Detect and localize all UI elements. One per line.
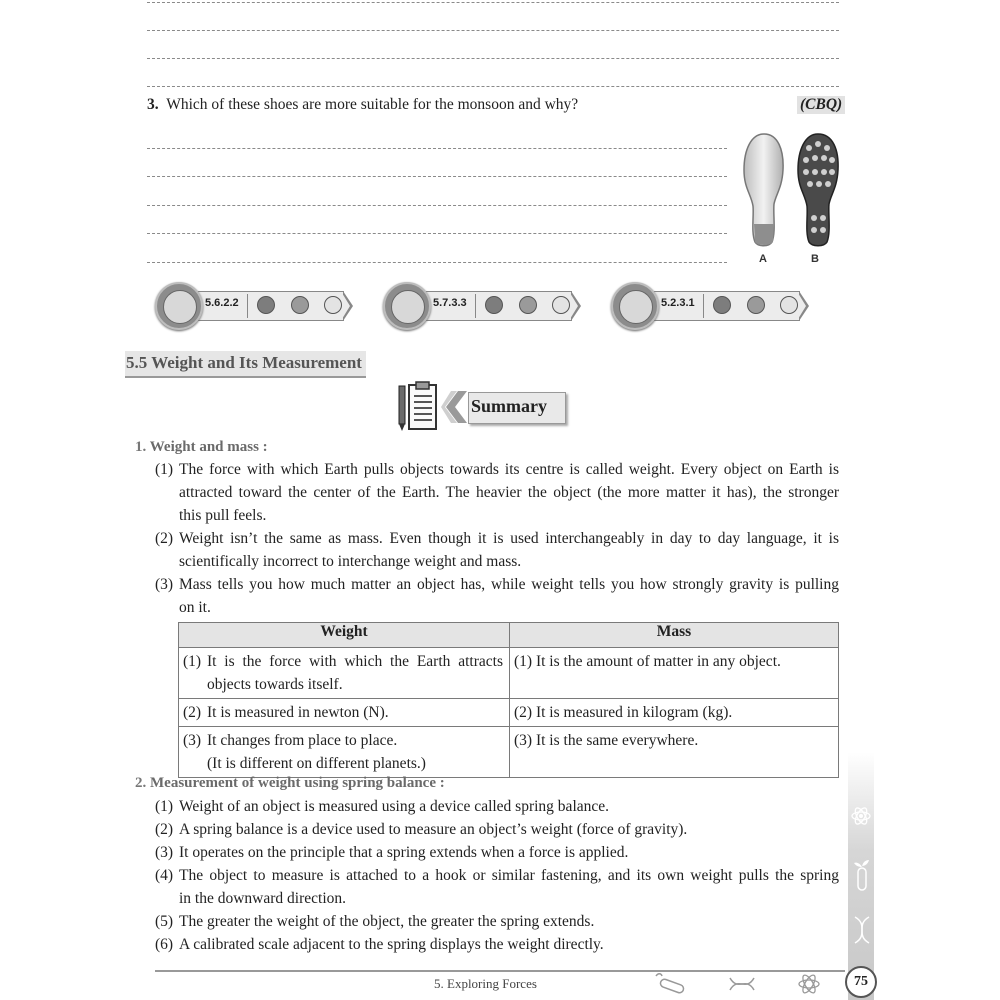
- atom-orbit-icon: [163, 290, 197, 324]
- gear-lightbulb-icon: [619, 290, 653, 324]
- point-num: (5): [155, 913, 174, 930]
- weight-mass-table: [178, 622, 839, 778]
- point-num: (4): [155, 867, 174, 884]
- footer-rule: [155, 970, 845, 972]
- point-num: (2): [155, 530, 174, 547]
- chevron-left-icon: [441, 390, 469, 424]
- column-header-mass: Mass: [510, 623, 839, 648]
- rating-dot: [747, 296, 765, 314]
- outcome-badge-2: [383, 282, 583, 328]
- question-3: [147, 96, 578, 114]
- answer-line: [147, 262, 727, 263]
- outcome-code: 5.6.2.2: [205, 297, 239, 309]
- answer-line: [147, 58, 839, 59]
- section-title: 5.5 Weight and Its Measurement: [125, 351, 366, 378]
- point-num: (3): [155, 844, 174, 861]
- point-line: It operates on the principle that a spring extends when a force is applied.: [179, 844, 629, 861]
- table-cell-mass: (1) It is the amount of matter in any object.: [510, 648, 839, 699]
- point-line: Mass tells you how much matter an object has, while weight tells you how strongly gravity is pulling: [179, 576, 839, 593]
- summary-label: Summary: [471, 396, 547, 416]
- table-row: [179, 727, 839, 778]
- outcome-code: 5.7.3.3: [433, 297, 467, 309]
- point-line: in the downward direction.: [179, 890, 347, 907]
- point-num: (6): [155, 936, 174, 953]
- table-row: [179, 648, 839, 699]
- shoe-label-b: B: [811, 253, 819, 265]
- point-line: Weight of an object is measured using a device called spring balance.: [179, 798, 610, 815]
- rating-dot: [780, 296, 798, 314]
- table-row: [179, 699, 839, 727]
- point-line: A spring balance is a device used to measure an object’s weight (force of gravity).: [179, 821, 688, 838]
- test-tube-footer-icon: [652, 972, 688, 996]
- answer-line: [147, 2, 839, 3]
- answer-line: [147, 233, 727, 234]
- point-num: (3): [155, 576, 174, 593]
- point-line: The force with which Earth pulls objects towards its centre is called weight. Every object on Earth is: [179, 461, 839, 478]
- atom-footer-icon: [797, 972, 821, 996]
- point-line: A calibrated scale adjacent to the spring displays the weight directly.: [179, 936, 604, 953]
- table-cell-weight: (1) It is the force with which the Earth attracts objects towards itself.: [179, 648, 510, 699]
- rating-dot: [552, 296, 570, 314]
- point-num: (1): [155, 461, 174, 478]
- rating-dot: [291, 296, 309, 314]
- question-text: Which of these shoes are more suitable for the monsoon and why?: [166, 96, 579, 113]
- clipboard-pen-icon: [396, 380, 440, 432]
- answer-line: [147, 205, 727, 206]
- shoe-label-a: A: [759, 253, 767, 265]
- shoe-sole-a-image: [742, 132, 786, 248]
- column-header-weight: Weight: [179, 623, 510, 648]
- question-number: 3.: [147, 96, 159, 113]
- point-line: Weight isn’t the same as mass. Even though it is used interchangeably in day to day language, it is: [179, 530, 839, 547]
- point-line: The object to measure is attached to a hook or similar fastening, and its own weight pulls the spring: [179, 867, 839, 884]
- rating-dot: [324, 296, 342, 314]
- outcome-code: 5.2.3.1: [661, 297, 695, 309]
- rating-dot: [485, 296, 503, 314]
- heading-spring-balance: 2. Measurement of weight using spring balance :: [135, 775, 445, 791]
- rating-dot: [713, 296, 731, 314]
- outcome-badge-1: [155, 282, 355, 328]
- footer-chapter: 5. Exploring Forces: [434, 976, 537, 991]
- dna-footer-icon: [728, 974, 756, 994]
- outcome-badge-3: [611, 282, 811, 328]
- brain-head-icon: [391, 290, 425, 324]
- point-line: scientifically incorrect to interchange weight and mass.: [179, 553, 522, 570]
- shoe-sole-b-image: [795, 132, 841, 248]
- atom-icon: [850, 805, 872, 827]
- point-line: on it.: [179, 599, 211, 616]
- dna-icon: [851, 915, 873, 945]
- rating-dot: [519, 296, 537, 314]
- answer-line: [147, 86, 839, 87]
- heading-weight-and-mass: 1. Weight and mass :: [135, 439, 268, 455]
- point-line: attracted toward the center of the Earth. The heavier the object (the more matter it has), the stronger: [179, 484, 839, 501]
- point-line: this pull feels.: [179, 507, 267, 524]
- rating-dot: [257, 296, 275, 314]
- point-num: (1): [155, 798, 174, 815]
- answer-line: [147, 148, 727, 149]
- table-cell-weight: (3) It changes from place to place. (It is different on different planets.): [179, 727, 510, 778]
- test-tube-plant-icon: [852, 858, 872, 892]
- table-cell-weight: (2) It is measured in newton (N).: [179, 699, 510, 727]
- point-line: The greater the weight of the object, the greater the spring extends.: [179, 913, 595, 930]
- table-cell-mass: (2) It is measured in kilogram (kg).: [510, 699, 839, 727]
- table-cell-mass: (3) It is the same everywhere.: [510, 727, 839, 778]
- question-tag: (CBQ): [797, 96, 845, 114]
- point-num: (2): [155, 821, 174, 838]
- answer-line: [147, 30, 839, 31]
- page-number: 75: [845, 966, 877, 998]
- table-header-row: [179, 623, 839, 648]
- answer-line: [147, 176, 727, 177]
